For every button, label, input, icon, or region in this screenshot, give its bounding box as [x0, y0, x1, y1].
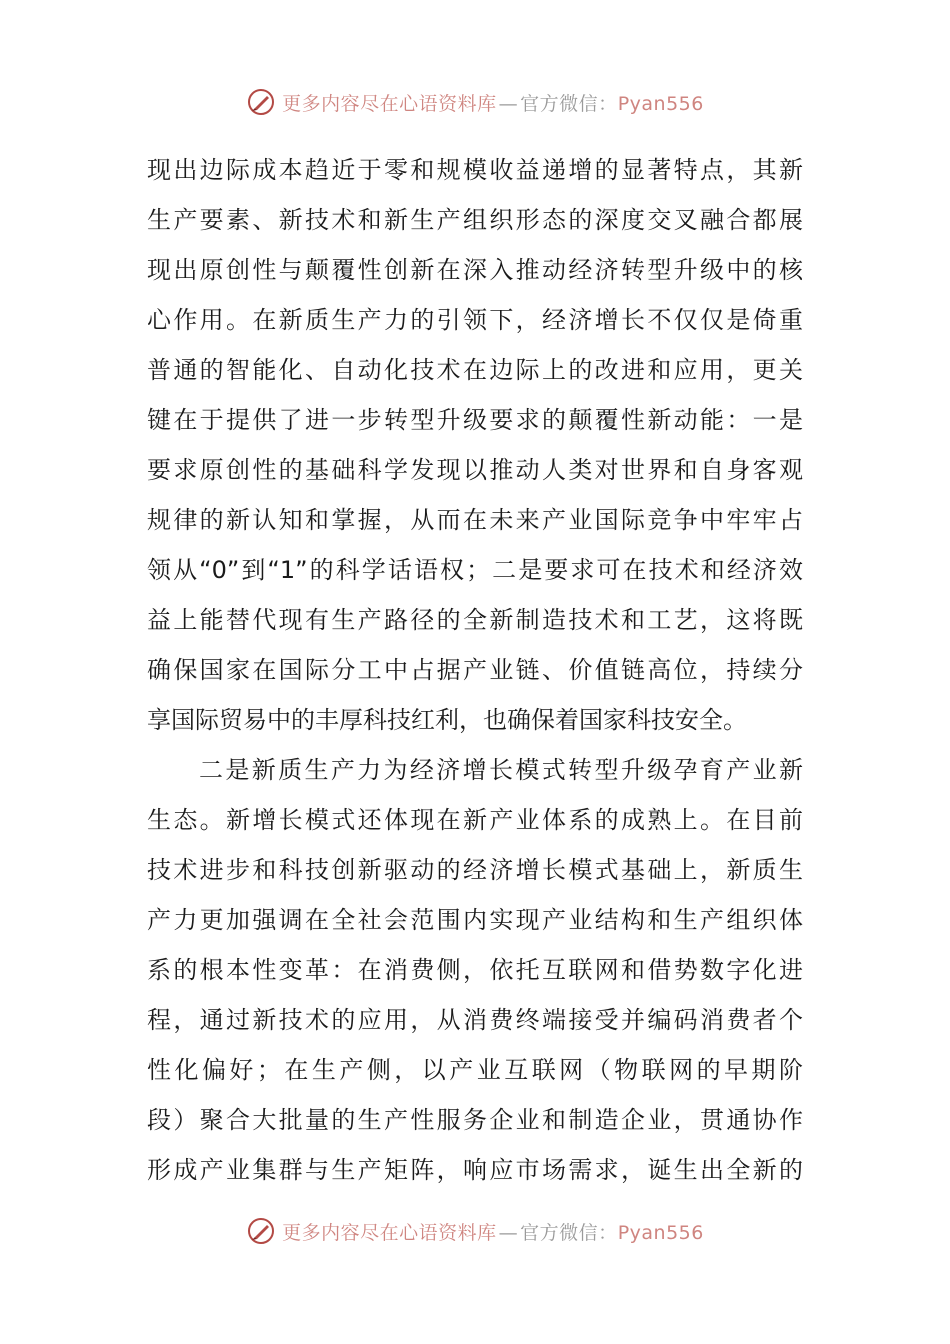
body-line: 形成产业集群与生产矩阵，响应市场需求，诞生出全新的 [147, 1156, 803, 1184]
body-line: 确保国家在国际分工中占据产业链、价值链高位，持续分 [147, 656, 803, 684]
header-banner-cn: 更多内容尽在心语资料库 [282, 92, 497, 115]
header-banner-dash: — [498, 92, 519, 115]
footer-banner-wx-id: Pyan556 [617, 1221, 704, 1244]
body-line: 普通的智能化、自动化技术在边际上的改进和应用，更关 [147, 356, 803, 384]
body-line: 生产要素、新技术和新生产组织形态的深度交叉融合都展 [147, 206, 803, 234]
body-line: 性化偏好；在生产侧，以产业互联网（物联网的早期阶 [147, 1056, 803, 1084]
body-line: 益上能替代现有生产路径的全新制造技术和工艺，这将既 [147, 606, 803, 634]
body-line: 领从“0”到“1”的科学话语权；二是要求可在技术和经济效 [147, 556, 803, 584]
footer-banner [0, 1211, 950, 1251]
footer-banner-text [282, 1218, 704, 1245]
body-line: 产力更加强调在全社会范围内实现产业结构和生产组织体 [147, 906, 803, 934]
header-banner-text [282, 89, 704, 116]
pen-logo-icon [246, 87, 276, 117]
body-line: 心作用。在新质生产力的引领下，经济增长不仅仅是倚重 [147, 306, 803, 334]
body-line: 享国际贸易中的丰厚科技红利，也确保着国家科技安全。 [147, 706, 747, 734]
header-banner [0, 82, 950, 122]
body-line: 生态。新增长模式还体现在新产业体系的成熟上。在目前 [147, 806, 803, 834]
body-line: 技术进步和科技创新驱动的经济增长模式基础上，新质生 [147, 856, 803, 884]
footer-banner-cn: 更多内容尽在心语资料库 [282, 1221, 497, 1244]
body-line: 要求原创性的基础科学发现以推动人类对世界和自身客观 [147, 456, 803, 484]
header-banner-wx-label: 官方微信： [520, 92, 618, 115]
body-line: 程，通过新技术的应用，从消费终端接受并编码消费者个 [147, 1006, 803, 1034]
body-line: 键在于提供了进一步转型升级要求的颠覆性新动能：一是 [147, 406, 803, 434]
footer-banner-wx-label: 官方微信： [520, 1221, 618, 1244]
pen-logo-icon [246, 1216, 276, 1246]
document-body [147, 150, 803, 1200]
header-banner-wx-id: Pyan556 [617, 92, 704, 115]
body-line: 段）聚合大批量的生产性服务企业和制造企业，贯通协作 [147, 1106, 803, 1134]
footer-banner-dash: — [498, 1221, 519, 1244]
body-line: 现出原创性与颠覆性创新在深入推动经济转型升级中的核 [147, 256, 803, 284]
body-line: 规律的新认知和掌握，从而在未来产业国际竞争中牢牢占 [147, 506, 803, 534]
body-line: 系的根本性变革：在消费侧，依托互联网和借势数字化进 [147, 956, 803, 984]
body-line: 现出边际成本趋近于零和规模收益递增的显著特点，其新 [147, 156, 803, 184]
body-line: 二是新质生产力为经济增长模式转型升级孕育产业新 [199, 756, 803, 784]
